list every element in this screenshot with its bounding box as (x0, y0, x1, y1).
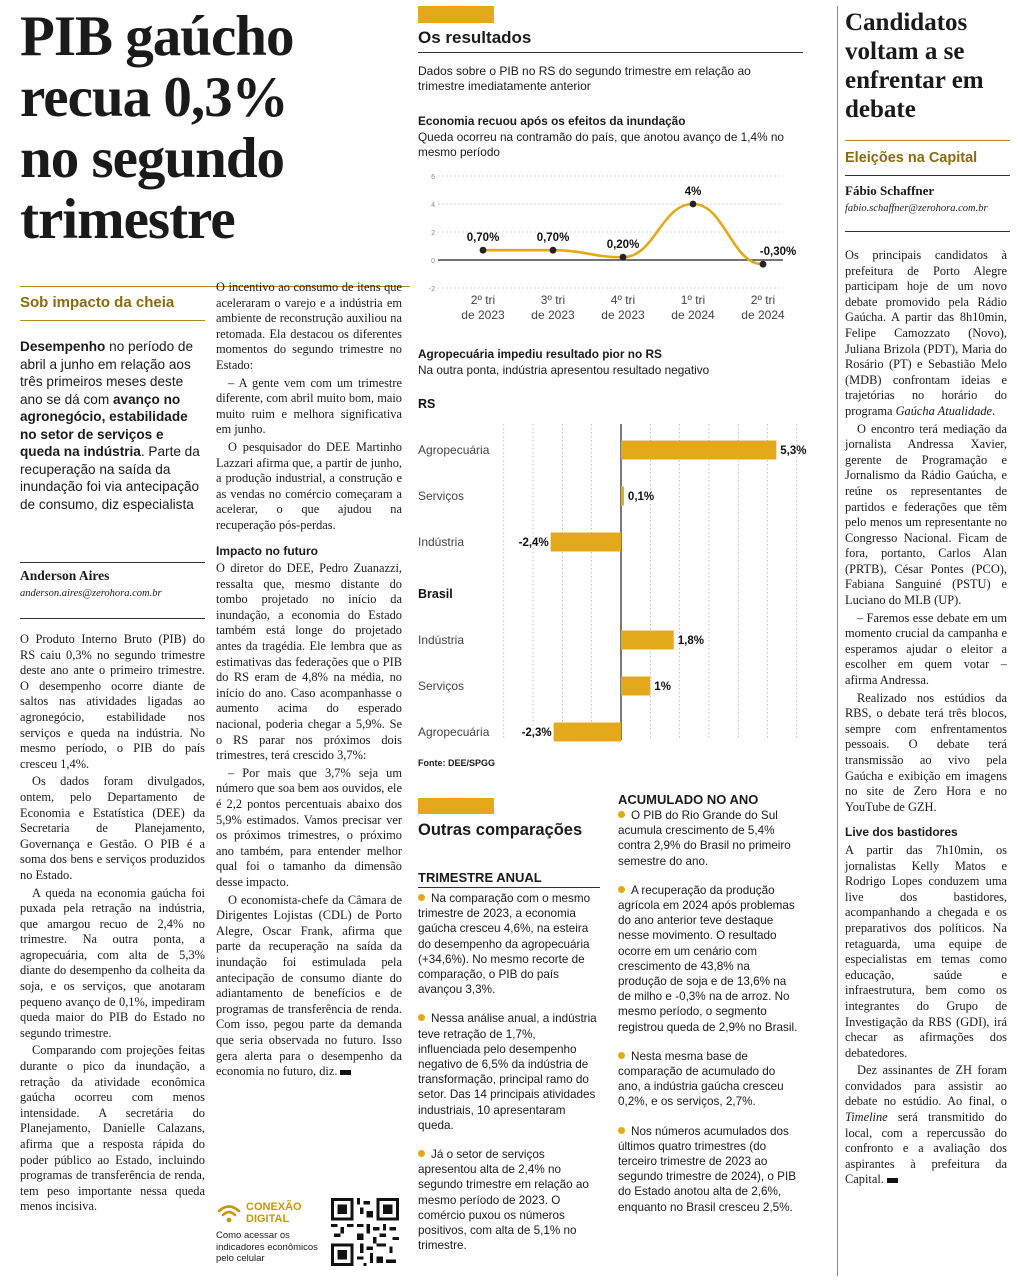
list-item: A recuperação da produção agrícola em 2024 após problemas do ano anterior teve destaque nesse movimento. O resultado ocorre em um cenário com crescimento de 43,8% na produção de soja e de 13,6% na de milho e -0,3% na de arroz. No mesmo período, o segmento registrou queda de 2,9% no Brasil. (618, 883, 798, 1034)
bar (551, 533, 621, 552)
x-tick-label: 2º tri (470, 293, 496, 307)
bullet-icon (618, 1052, 625, 1059)
column-divider (837, 6, 838, 1276)
data-point (690, 201, 697, 208)
conexao-digital-text: Como acessar os indicadores econômicos pelo celular (216, 1230, 318, 1264)
data-label: 0,20% (606, 239, 640, 252)
bullet-icon (618, 1127, 625, 1134)
list-item: Na comparação com o mesmo trimestre de 2023, a economia gaúcha cresceu 4,6%, na esteira do desempenho da agropecuária (+34,6%). No mesmo recorte de comparação, o PIB do país avançou 3,3%. (418, 892, 591, 997)
paragraph: O economista-chefe da Câmara de Dirigentes Lojistas (CDL) de Porto Alegre, Oscar Frank, afirma que parte da recuperação na saída da inundação foi estimulada pela antecipação de consumo diante do adiantamento de benefícios e de programas de transferência de renda. Com isso, pegou parte da demanda que seria observada no futuro. Isso gera alerta para o desempenho da economia no futuro, diz. (216, 892, 402, 1079)
category-label: Agropecuária (418, 443, 490, 457)
paragraph: O encontro terá mediação da jornalista Andressa Xavier, gerente de Programação e Jornalismo da Rádio Gaúcha, e reúne os representantes de partidos e federações que têm pelo menos um representante no Congresso Nacional. Ficam de fora, portanto, Carlos Alan (PRTB), César Pontes (PCO), Fabiana Sanguiné (PSTU) e Luciano do MLB (UP). (845, 421, 1007, 608)
chart-source: Fonte: DEE/SPGG (418, 758, 496, 768)
category-label: Indústria (418, 535, 465, 549)
paragraph: O incentivo ao consumo de itens que aceleraram o varejo e a indústria em ambiente de reconstrução auxiliou na retomada. Ela destacou os diferentes momentos do segundo trimestre no Estado: (216, 280, 402, 372)
infographic-title: Os resultados (418, 28, 532, 47)
paragraph: A queda na economia gaúcha foi puxada pela retração na indústria, que amargou recuo de 2,4% no trimestre. Na outra ponta, a agropecuária, com alta de 5,3% diante do desempenho da colheita da soja, e os serviços, que anotaram pequeno avanço de 0,1%, impediram queda maior do PIB do Estado no segundo trimestre. (20, 885, 205, 1040)
data-point (480, 247, 487, 254)
subhead: Live dos bastidores (845, 825, 958, 840)
x-tick-label: 2º tri (750, 293, 776, 307)
data-label: 4% (684, 186, 702, 198)
paragraph: Os dados foram divulgados, ontem, pelo Departamento de Economia e Estatística (DEE) da Secretaria de Planejamento, Governança e Gestão. O PIB é a soma dos bens e serviços produzidos no Estado. (20, 774, 205, 882)
data-point (620, 254, 627, 261)
bullet-icon (418, 894, 425, 901)
y-tick-label: 0 (431, 258, 435, 265)
category-label: Agropecuária (418, 725, 490, 739)
comparisons-title: Outras comparações (418, 821, 583, 839)
end-mark (887, 1178, 898, 1183)
qr-code-icon[interactable] (331, 1198, 399, 1266)
end-mark (340, 1070, 351, 1075)
divider (845, 175, 1010, 176)
paragraph: O diretor do DEE, Pedro Zuanazzi, ressalta que, mesmo distante do tombo projetado no início da inundação, a economia do Estado também está longe do projetado antes da tragédia. Ele lembra que as estimativas das federações que o PIB do RS eram de 4,8% na média, no início do ano. Caso acompanhasse o aumento acima do esperado nacional, poderia chegar a 5,9%. Se o RS parar nos próximos dois trimestres, terá crescido 3,7%: (216, 561, 402, 763)
x-tick-label: de 2024 (671, 308, 715, 322)
bar (621, 487, 624, 506)
acumulado-title: ACUMULADO NO ANO (618, 792, 759, 807)
chart2-subtitle: Na outra ponta, indústria apresentou resultado negativo (418, 363, 710, 377)
y-tick-label: 2 (431, 230, 435, 237)
paragraph: – A gente vem com um trimestre diferente, com abril muito bom, maio muito ruim e melhora significativa em junho. (216, 375, 402, 437)
x-tick-label: de 2024 (741, 308, 785, 322)
article-column-2 (216, 280, 402, 1082)
subhead: Impacto no futuro (216, 543, 318, 558)
list-item: O PIB do Rio Grande do Sul acumula crescimento de 5,4% contra 2,9% do Brasil no primeiro semestre do ano. (618, 809, 791, 868)
list-item: Nesta mesma base de comparação de acumulado do ano, a indústria gaúcha cresceu 0,2%, e os serviços, 2,7%. (618, 1049, 784, 1109)
author-name: Anderson Aires (20, 568, 110, 583)
bar-chart (418, 388, 808, 748)
category-label: Serviços (418, 679, 465, 693)
right-headline: Candidatos voltam a se enfrentar em debate (845, 9, 984, 123)
bar (621, 677, 650, 696)
divider (418, 52, 803, 53)
category-label: Serviços (418, 489, 465, 503)
data-point (550, 247, 557, 254)
category-label: Indústria (418, 633, 465, 647)
x-tick-label: 3º tri (540, 293, 566, 307)
data-label: 0,70% (466, 232, 500, 245)
data-label: -0,30% (759, 246, 797, 259)
y-tick-label: 4 (431, 202, 435, 209)
paragraph: Comparando com projeções feitas durante o pico da inundação, a retração da atividade econômica gaúcha ocorreu com menos intensidade. A secretária do Planejamento, Danielle Calazans, afirma que a resposta rápida do poder público ao Estado, incluindo programas de transferência de renda, tem peso importante nessa queda menos incisiva. (20, 1043, 205, 1214)
right-section-tag: Eleições na Capital (845, 150, 978, 166)
divider (418, 887, 600, 888)
data-label: -2,4% (518, 537, 549, 549)
list-item: Nos números acumulados dos últimos quatro trimestres (do terceiro trimestre de 2023 ao segundo trimestre de 2024), o PIB do Estado anotou alta de 2,6%, enquanto no Brasil cresceu 2,5%. (618, 1124, 797, 1214)
data-label: 0,70% (536, 232, 570, 245)
bullet-icon (418, 1150, 425, 1157)
x-tick-label: de 2023 (461, 308, 505, 322)
bullet-icon (618, 886, 625, 893)
chart1-title: Economia recuou após os efeitos da inundação (418, 114, 686, 128)
bar (554, 723, 621, 742)
headline: PIB gaúcho recua 0,3% no segundo trimestre (20, 5, 294, 251)
line-chart (418, 168, 808, 330)
bar-group-label: RS (418, 397, 436, 411)
paragraph: A partir das 7h10min, os jornalistas Kelly Matos e Rodrigo Lopes conduzem uma live dos bastidores, acompanhando a chegada e os preparativos dos políticos. Na retaguarda, uma equipe de especialistas em temas como educação, saúde e infraestrutura, bem como os integrantes do Grupo de Investigação da RBS (GDI), irá checar as afirmações dos debatedores. (845, 842, 1007, 1060)
paragraph: O Produto Interno Bruto (PIB) do RS caiu 0,3% no segundo trimestre deste ano ante o primeiro trimestre. O desempenho ocorre diante de saltos nas atividades ligadas ao agronegócio, estabilidade nos serviços e queda na indústria. No mesmo período, o PIB do país cresceu 1,4%. (20, 632, 205, 771)
divider (845, 140, 1010, 141)
data-label: 5,3% (780, 445, 807, 457)
data-point (760, 261, 767, 268)
right-author-name: Fábio Schaffner (845, 183, 935, 198)
bar (621, 441, 776, 460)
data-label: 1,8% (677, 635, 704, 647)
divider (20, 562, 205, 563)
list-item: Nessa análise anual, a indústria teve retração de 1,7%, influenciada pelo desempenho negativo de 6,5% da indústria de transformação, principal ramo do setor. Das 14 principais atividades industriais, 10 apresentaram queda. (418, 1012, 597, 1132)
paragraph: O pesquisador do DEE Martinho Lazzari afirma que, a partir de junho, a produção industrial, a construção e as vendas no comércio começaram a acelerar, o que ajudou na recuperação pós-perdas. (216, 439, 402, 532)
bullet-icon (618, 811, 625, 818)
bullet-icon (418, 1014, 425, 1021)
article-column-1 (20, 632, 205, 1217)
paragraph: Realizado nos estúdios da RBS, o debate terá três blocos, sempre com enfrentamentos pessoais. O debate terá transmissão ao vivo pela Gaúcha e exibição em imagens no site de Zero Hora e no YouTube de GZH. (845, 690, 1007, 814)
divider (20, 320, 205, 321)
author-email[interactable]: anderson.aires@zerohora.com.br (20, 588, 162, 599)
data-label: 0,1% (627, 491, 655, 503)
accent-bar (418, 6, 494, 23)
paragraph: Dez assinantes de ZH foram convidados para assistir ao debate no estúdio. Ao final, o Timeline será transmitido do local, com a repercussão do confronto e a avaliação dos aspirantes à prefeitura da Capital. (845, 1063, 1007, 1187)
right-author-email[interactable]: fabio.schaffner@zerohora.com.br (845, 203, 988, 214)
x-tick-label: 4º tri (610, 293, 636, 307)
y-tick-label: -2 (428, 286, 435, 293)
paragraph: – Por mais que 3,7% seja um número que soa bem aos ouvidos, ele é 2,2 pontos percentuais abaixo dos 5,9% estimados. Vamos precisar ver os próximos trimestres, o próximo ano também, para entender melhor qual foi o tamanho da dimensão desse impacto. (216, 765, 402, 889)
divider (845, 231, 1010, 232)
chart1-subtitle: Queda ocorreu na contramão do país, que anotou avanço de 1,4% no mesmo período (418, 130, 784, 159)
accent-bar (418, 798, 494, 814)
section-tag: Sob impacto da cheia (20, 294, 175, 311)
bar (621, 631, 674, 650)
bar-group-label: Brasil (418, 587, 453, 601)
conexao-digital-title: CONEXÃO DIGITAL (246, 1201, 302, 1225)
divider (20, 618, 205, 619)
acumulado-list (618, 808, 800, 1229)
trimestre-anual-list (418, 891, 600, 1267)
list-item: Já o setor de serviços apresentou alta de 2,4% no segundo trimestre em relação ao mesmo período de 2023. O comércio puxou os números positivos, com alta de 5,1% no trimestre. (418, 1148, 589, 1253)
paragraph: – Faremos esse debate em um momento crucial da campanha e esperamos ajudar o eleitor a escolher em quem votar – afirma Andressa. (845, 610, 1007, 688)
right-article-column (845, 248, 1007, 1190)
data-label: 1% (654, 681, 671, 693)
infographic-intro: Dados sobre o PIB no RS do segundo trimestre em relação ao trimestre imediatamente anterior (418, 64, 751, 93)
x-tick-label: de 2023 (531, 308, 575, 322)
wifi-icon (216, 1202, 242, 1224)
data-label: -2,3% (521, 727, 552, 739)
y-tick-label: 6 (431, 174, 435, 181)
x-tick-label: de 2023 (601, 308, 645, 322)
x-tick-label: 1º tri (680, 293, 706, 307)
chart2-title: Agropecuária impediu resultado pior no RS (418, 347, 662, 361)
deck: Desempenho no período de abril a junho em relação aos três primeiros meses deste ano se dá com avanço no agronegócio, estabilidade no setor de serviços e queda na indústria. Parte da recuperação na saída da inundação foi via antecipação de consumo, diz especialista (20, 339, 200, 512)
paragraph: Os principais candidatos à prefeitura de Porto Alegre participam hoje de um novo debate promovido pela Rádio Gaúcha. A partir das 8h10min, Felipe Camozzato (Novo), Juliana Brizola (PDT), Maria do Rosário (PT) e Sebastião Melo (MDB) confrontam ideias e trajetórias no horário do programa Gaúcha Atualidade. (845, 248, 1007, 418)
trimestre-anual-title: TRIMESTRE ANUAL (418, 870, 542, 885)
